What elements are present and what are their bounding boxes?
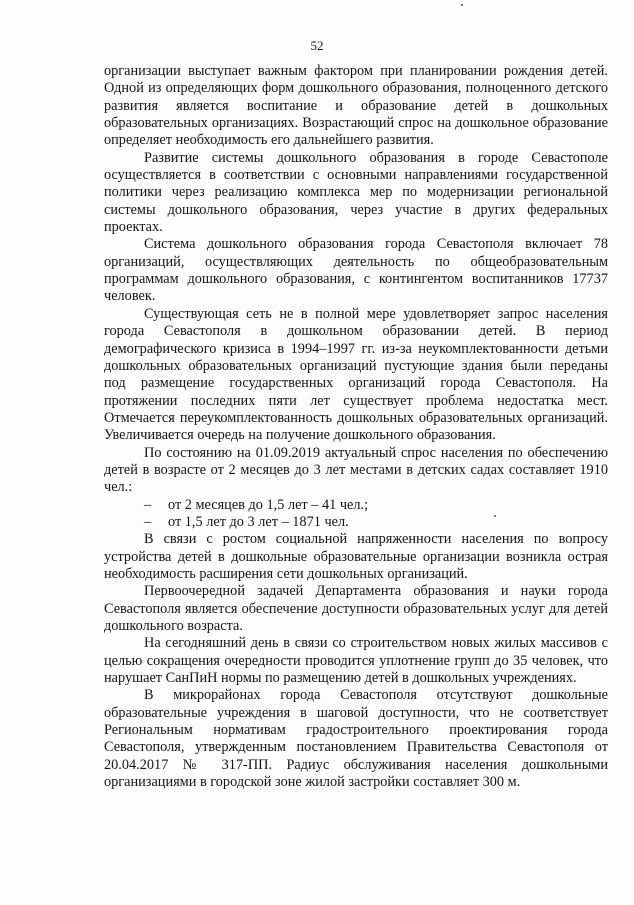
paragraph-1: организации выступает важным фактором при планировании рождения детей. Одной из определяющих форм дошкольного образования, полноценного детского развития является воспитание и образование детей в дошкольных образовательных организациях. Возрастающий спрос на дошкольное образование определяет необходимость его дальнейшего развития.	[104, 63, 608, 149]
paragraph-8: На сегодняшний день в связи со строительством новых жилых массивов с целью сокращения очередности проводится уплотнение групп до 35 человек, что нарушает СанПиН нормы по размещению детей в дошкольных учреждениях.	[104, 635, 608, 687]
document-body	[104, 63, 608, 791]
list-dash: –	[144, 513, 152, 530]
paragraph-7: Первоочередной задачей Департамента образования и науки города Севастополя является обеспечение доступности образовательных услуг для детей дошкольного возраста.	[104, 583, 608, 634]
paragraph-5: По состоянию на 01.09.2019 актуальный спрос населения по обеспечению детей в возрасте от 2 месяцев до 3 лет местами в детских садах составляет 1910 чел.:	[104, 444, 608, 496]
list-item	[104, 497, 608, 514]
list-item-text: от 1,5 лет до 3 лет – 1871 чел.	[168, 513, 349, 530]
list-item-text: от 2 месяцев до 1,5 лет – 41 чел.;	[168, 496, 369, 513]
paragraph-9: В микрорайонах города Севастополя отсутствуют дошкольные образовательные учреждения в шаговой доступности, что не соответствует Региональным нормативам градостроительного проектирования города Севастополя, утвержденным постановлением Правительства Севастополя от 20.04.2017 № 317-ПП. Радиус обслуживания населения дошкольными организациями в городской зоне жилой застройки составляет 300 м.	[104, 687, 608, 791]
paragraph-6: В связи с ростом социальной напряженности населения по вопросу устройства детей в дошкольные образовательные организации возникла острая необходимость расширения сети дошкольных организаций.	[104, 531, 608, 582]
paragraph-2: Развитие системы дошкольного образования в городе Севастополе осуществляется в соответствии с основными направлениями государственной политики через реализацию комплекса мер по модернизации региональной системы дошкольного образования, через участие в других федеральных проектах.	[104, 149, 608, 236]
scan-speck	[461, 4, 463, 6]
scan-speck	[494, 515, 496, 517]
list-item	[104, 514, 608, 531]
page-number: 52	[310, 38, 324, 53]
list-dash: –	[144, 496, 152, 513]
paragraph-4: Существующая сеть не в полной мере удовлетворяет запрос населения города Севастополя в дошкольном образовании детей. В период демографического кризиса в 1994–1997 гг. из-за неукомплектованности детьми дошкольных образовательных организаций пустующие здания были переданы под размещение государственных организаций города Севастополя. На протяжении последних пяти лет существует проблема недостатка мест. Отмечается переукомплектованность дошкольных образовательных организаций. Увеличивается очередь на получение дошкольного образования.	[104, 305, 608, 444]
paragraph-3: Система дошкольного образования города Севастополя включает 78 организаций, осуществляющих деятельность по общеобразовательным программам дошкольного образования, с контингентом воспитанников 17737 человек.	[104, 236, 608, 305]
